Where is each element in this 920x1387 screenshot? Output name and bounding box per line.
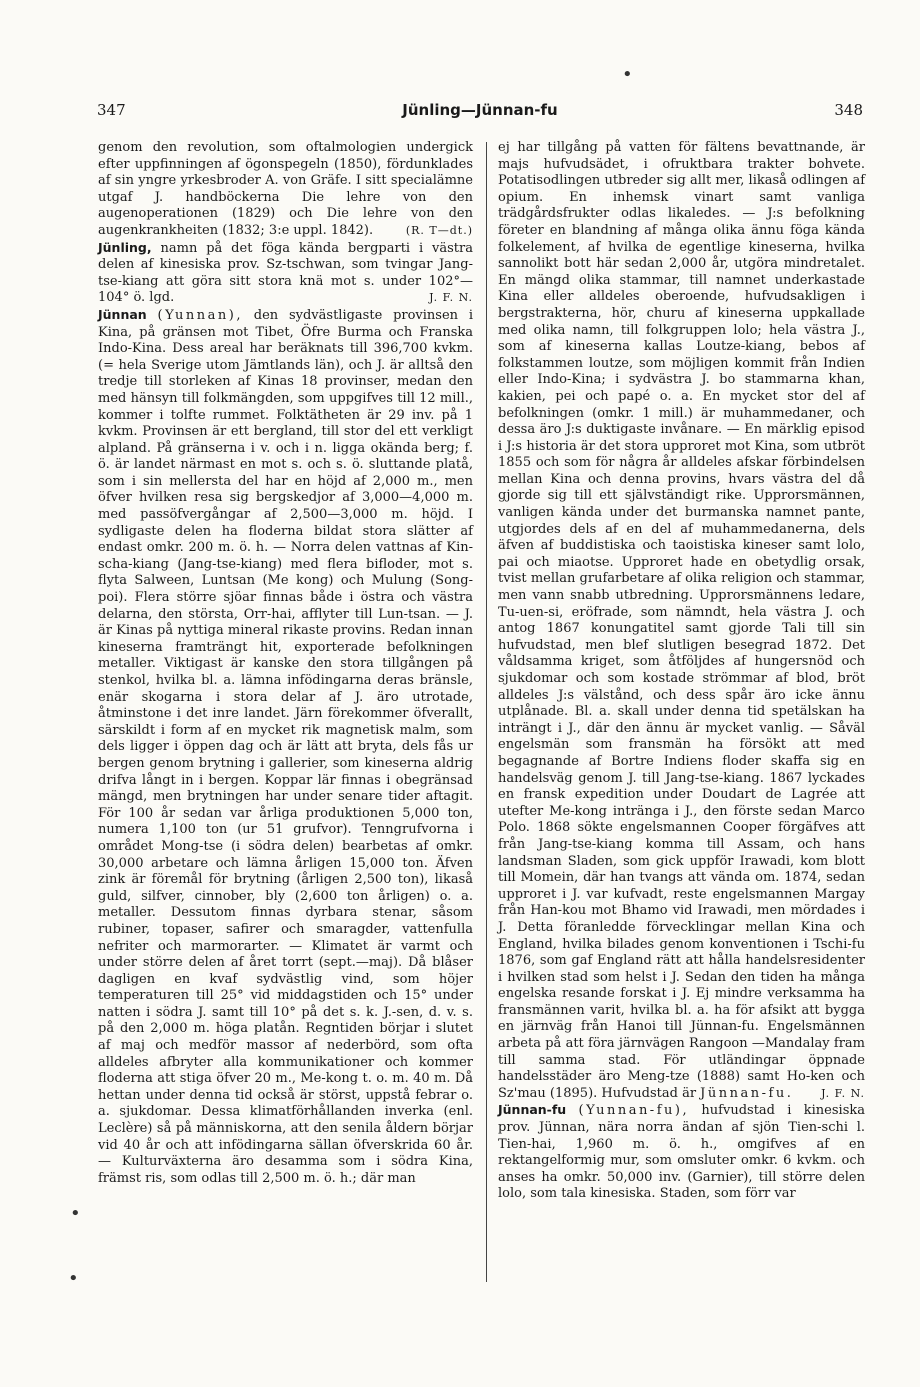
entry-alt-name: (Yunnan-fu), [578,1103,690,1119]
speck-mark: • [70,1203,81,1224]
paragraph [98,140,473,240]
paragraph-text: genom den revolution, som oftalmologien undergick efter uppfinningen af ögonspegeln (1850), fördunklades af sin yngre yrkesbroder A. von Gräfe. I sitt specialämne utgaf J. handböckerna Die lehre von den augenoperationen (1829) och Die lehre von den augenkrankheiten (1832; 3:e uppl. 1842). [98,140,473,238]
entry-junling [98,240,473,307]
entry-junnan [98,307,473,1187]
speck-mark: • [68,1268,79,1289]
entry-headword: Jünnan [98,306,147,322]
author-signature: J. F. N. [429,291,473,305]
paragraph-text: ej har tillgång på vatten för fältens bevattnande, är majs hufvudsädet, i ofruktbara trakter bohvete. Potatisodlingen utbreder sig allt mer, likaså odlingen af opium. En inhemsk vinart samt vanliga trädgårdsfrukter odlas likaledes. — J:s befolkning företer en blandning af många olika ännu föga kända folkelement, af hvilka de egentlige kineserna, hvilka sannolikt bott här sedan 2,000 år, utgöra mindretalet. En mängd olika stammar, till namnet underkastade Kina eller alldeles oberoende, hufvudsakligen i bergstrakterna, hör, churu af kineserna uppkallade med olika namn, till folkgruppen lolo; hela västra J., som af kineserna kallas Loutze-kiang, bebos af folkstammen loutze, som möjligen kommit från Indien eller Indo-Kina; i sydvästra J. bo stammarna khan, kakien, pei och papé o. a. En mycket stor del af befolkningen (omkr. 1 mill.) är muhammedaner, och dessa äro J:s duktigaste invånare. — En märklig episod i J:s historia är det stora upproret mot Kina, som utbröt 1855 och som för några år alldeles afskar förbindelsen mellan Kina och denna provins, hvars västra del då gjorde sig till ett självständigt rike. Upprorsmännen, vanligen kända under det burmanska namnet pante, utgjordes dels af en del af muhammedanerna, dels äfven af buddistiska och taoistiska kineser samt lolo, pai och miaotse. Upproret hade en obetydlig orsak, tvist mellan grufarbetare af olika religion och stammar, men vann snabb utbredning. Upprorsmännens ledare, Tu-uen-si, eröfrade, som nämndt, hela västra J. och antog 1867 konungatitel samt gjorde Tali till sin hufvudstad, men blef slutligen besegrad 1872. Det våldsamma kriget, som åtföljdes af hungersnöd och sjukdomar och som kostade strömmar af blod, bröt alldeles J:s välstånd, och dess spår äro icke ännu utplånade. Bl. a. skall under denna tid spetälskan ha inträngt i J., där den ännu är mycket vanlig. — Såväl engelsmän som fransmän ha försökt att med begagnande af Bortre Indiens floder skaffa sig en handelsväg genom J. till Jang-tse-kiang. 1867 lyckades en fransk expedition under Doudart de Lagrée att utefter Me-kong intränga i J., den förste sedan Marco Polo. 1868 sökte engelsmannen Cooper förgäfves att från Jang-tse-kiang komma till Assam, och hans landsman Sladen, som gick uppför Irawadi, kom blott till Momein, där han tvangs att vända om. 1874, sedan upproret i J. var kufvadt, reste engelsmannen Margay från Han-kou mot Bhamo vid Irawadi, men mördades i J. Detta föranledde förvecklingar mellan Kina och England, hvilka bilades genom konventionen i Tschi-fu 1876, som gaf England rätt att hålla handelsresidenter i hvilken stad som helst i J. Sedan den tiden ha många engelska resande forskat i J. Ej mindre verksamma ha fransmännen varit, hvilka bl. a. ha för afsikt att bygga en järnväg från Hanoi till Jünnan-fu. Engelsmännen arbeta på att föra järnvägen Rangoon —Mandalay fram till samma stad. För utländingar öppnade handelsstäder äro Meng-tze (1888) samt Ho-ken och Sz'mau (1895). Hufvudstad är [498,140,865,1101]
entry-text: den sydvästligaste provinsen i Kina, på gränsen mot Tibet, Öfre Burma och Franska Indo-Kina. Dess areal har beräknats till 396,700 kvkm. (= hela Sverige utom Jämtlands län), och J. är alltså den tredje till storleken af Kinas 18 provinser, medan den med hänsyn till folkmängden, som uppgifves till 12 mill., kommer i tolfte rummet. Folktätheten är 29 inv. på 1 kvkm. Provinsen är ett bergland, till stor del ett verkligt alpland. På gränserna i v. och i n. ligga okända berg; f. ö. är landet närmast en mot s. och s. ö. sluttande platå, som i sin mellersta del har en höjd af 2,000 m., men öfver hvilken resa sig bergskedjor af 3,000—4,000 m. med passöfvergångar af 2,500—3,000 m. höjd. I sydligaste delen ha floderna bildat stora slätter af endast omkr. 200 m. ö. h. — Norra delen vattnas af Kin-scha-kiang (Jang-tse-kiang) med flera bifloder, mot s. flyta Salween, Luntsan (Me kong) och Mulung (Song-poi). Flera större sjöar finnas både i östra och västra delarna, den största, Orr-hai, afflyter till Lun-tsan. — J. är Kinas på nyttiga mineral rikaste provins. Redan innan kineserna framträngt hit, exporterade befolkningen metaller. Viktigast är kanske den stora tillgången på stenkol, hvilka bl. a. lämna infödingarna deras bränsle, enär skogarna i stora delar af J. äro utrotade, åtminstone i det inre landet. Järn förekommer öfverallt, särskildt i form af en mycket rik magnetisk malm, som dels ligger i öppen dag och är lätt att bryta, dels fås ur bergen genom brytning i gallerier, som kineserna aldrig drifva långt in i bergen. Koppar lär finnas i obegränsad mängd, men brytningen har under senare tider aftagit. För 100 år sedan var årliga produktionen 5,000 ton, numera 1,100 ton (ur 51 grufvor). Tenngrufvorna i området Mong-tse (i södra delen) bearbetas af omkr. 30,000 arbetare och lämna årligen 15,000 ton. Äfven zink är föremål för brytning (årligen 2,500 ton), likaså guld, silfver, cinnober, bly (2,600 ton årligen) o. a. metaller. Dessutom finnas dyrbara stenar, såsom rubiner, topaser, safirer och smaragder, vattenfulla nefriter och marmorarter. — Klimatet är varmt och under större delen af året torrt (sept.—maj). Då blåser dagligen en kvaf sydvästlig vind, som höjer temperaturen till 25° vid middagstiden och 15° under natten i södra J. samt till 10° på det s. k. J.-sen, d. v. s. på den 2,000 m. höga platån. Regntiden börjar i slutet af maj och medför massor af nederbörd, som ofta alldeles afbryter alla kommunikationer och kommer floderna att stiga öfver 20 m., Me-kong t. o. m. 40 m. Då hettan under denna tid också är störst, uppstå febrar o. a. sjukdomar. Dessa klimatförhållanden inverka (enl. Leclère) så på människorna, att den senila åldern börjar vid 40 år och att infödingarna sällan öfverskrida 60 år. — Kulturväxterna äro desamma som i södra Kina, främst ris, som odlas till 2,500 m. ö. h.; där man [98,307,473,1186]
right-column [498,140,865,1203]
entry-junnan-fu [498,1102,865,1203]
capital-name: Jünnan-fu. [700,1085,794,1101]
author-signature: J. F. N. [821,1086,865,1100]
entry-headword: Jünling, [98,239,152,255]
running-title: Jünling—Jünnan-fu [402,101,558,119]
speck-mark: • [622,64,633,85]
left-column [98,140,473,1187]
page-number-left: 347 [97,101,126,119]
entry-text: namn på det föga kända bergparti i västra delen af kinesiska prov. Sz-tschwan, som tvingar Jang-tse-kiang att göra sitt stora knä mot s. under 102°—104° ö. lgd. [98,240,473,306]
column-divider [486,142,487,1282]
paragraph [498,140,865,1102]
entry-headword: Jünnan-fu [498,1102,567,1118]
entry-text: hufvudstad i kinesiska prov. Jünnan, nära norra ändan af sjön Tien-schi l. Tien-hai, 1,960 m. ö. h., omgifves af en rektangelformig mur, som omsluter omkr. 6 kvkm. och anses ha omkr. 50,000 inv. (Garnier), till större delen lolo, som tala kinesiska. Staden, som förr var [498,1103,866,1202]
page-number-right: 348 [834,101,863,119]
running-header [97,100,863,120]
author-signature: (R. T—dt.) [405,223,473,237]
entry-alt-name: (Yunnan), [157,307,243,323]
